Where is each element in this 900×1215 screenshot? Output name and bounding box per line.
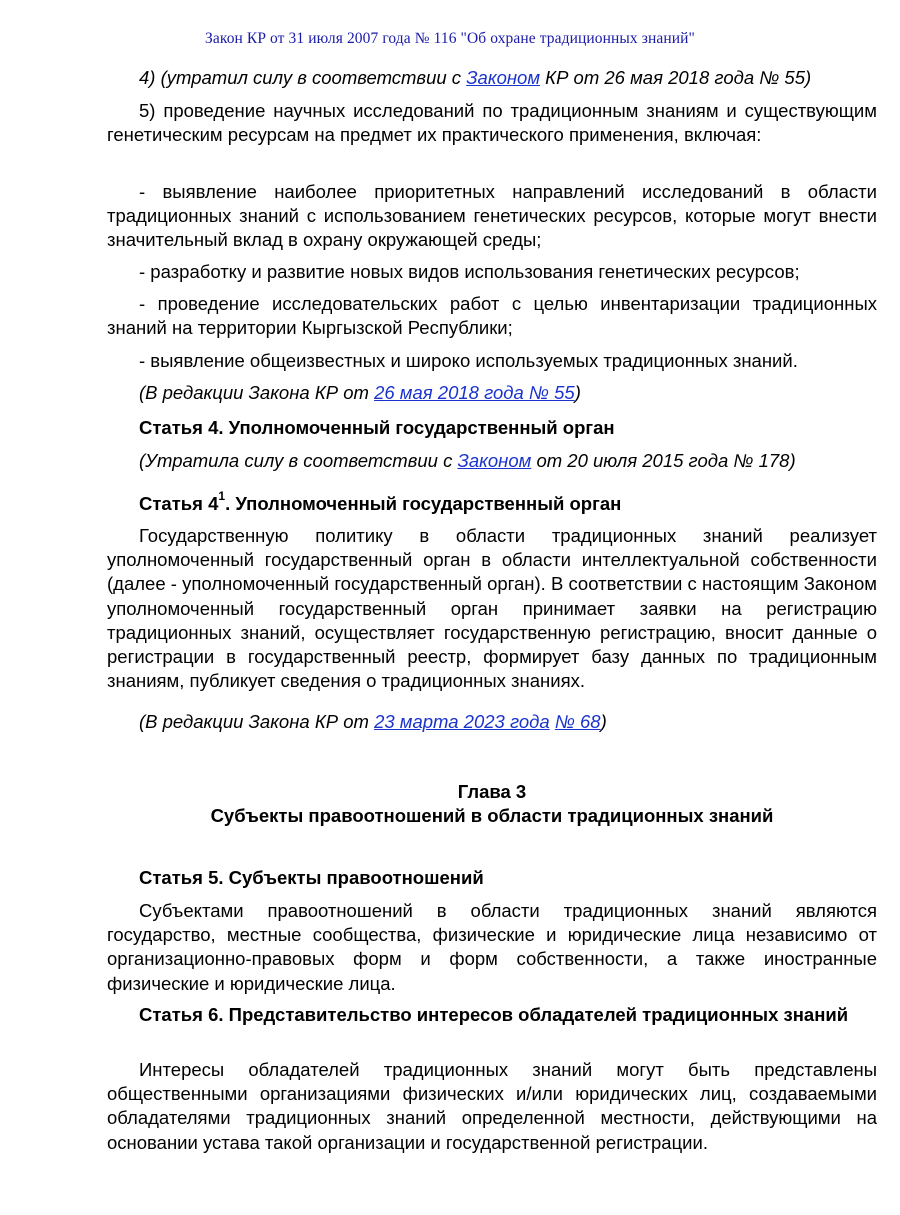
bullet-item-2: - разработку и развитие новых видов использования генетических ресурсов;	[139, 261, 800, 282]
bullet-item-1: - выявление наиболее приоритетных направлений исследований в области традиционных знаний с использованием генетических ресурсов, которые могут внести значительный вклад в охрану окружающей среды;	[107, 181, 877, 251]
item-5: 5) проведение научных исследований по традиционным знаниям и существующим генетическим ресурсам на предмет их практического применения, включая:	[107, 100, 877, 146]
document-header: Закон КР от 31 июля 2007 года № 116 "Об охране традиционных знаний"	[205, 30, 695, 47]
edit-link-2018[interactable]: 26 мая 2018 года № 55	[374, 382, 575, 403]
article-4-note	[107, 449, 877, 473]
article-5-title: Статья 5. Субъекты правоотношений	[139, 867, 484, 888]
edit-note-2023-text: (В редакции Закона КР от	[139, 711, 375, 732]
article-6-text: Интересы обладателей традиционных знаний могут быть представлены общественными организациями физических и/или юридических лиц, создаваемыми обладателями традиционных знаний определенной местности, действующими на основании устава такой организации и государственной регистрации.	[107, 1059, 877, 1153]
article-4-1-superscript: 1	[218, 488, 226, 503]
edit-note-2023-close: )	[600, 711, 607, 732]
article-4-1-title	[107, 488, 877, 516]
law-link-2015[interactable]: Законом	[457, 450, 532, 471]
edit-link-2023-number[interactable]: № 68	[554, 711, 601, 732]
chapter-3-title: Субъекты правоотношений в области традиционных знаний	[210, 805, 774, 826]
article-4-1-title-prefix: Статья 4	[139, 493, 219, 514]
chapter-3-label: Глава 3	[457, 781, 527, 802]
item-4-text-end: КР от 26 мая 2018 года № 55)	[540, 67, 812, 88]
article-4-note-text: (Утратила силу в соответствии с	[139, 450, 458, 471]
item-4-text: 4) (утратил силу в соответствии с	[139, 67, 467, 88]
edit-note-2023	[107, 710, 877, 734]
article-4-1-text: Государственную политику в области традиционных знаний реализует уполномоченный государственный орган в области интеллектуальной собственности (далее - уполномоченный государственный орган). В соответствии с настоящим Законом уполномоченный государственный орган принимает заявки на регистрацию традиционных знаний, осуществляет государственную регистрацию, вносит данные о регистрации в государственный реестр, формирует базу данных по традиционным знаниям, публикует сведения о традиционных знаниях.	[107, 525, 877, 692]
edit-note-close: )	[574, 382, 581, 403]
law-link-2018[interactable]: Законом	[466, 67, 541, 88]
edit-link-2023-date[interactable]: 23 марта 2023 года	[374, 711, 550, 732]
edit-note-text: (В редакции Закона КР от	[139, 382, 375, 403]
bullet-item-4: - выявление общеизвестных и широко используемых традиционных знаний.	[139, 350, 798, 371]
article-5-text: Субъектами правоотношений в области традиционных знаний являются государство, местные сообщества, физические и юридические лица независимо от организационно-правовых форм и форм собственности, а также иностранные физические и юридические лица.	[107, 900, 877, 994]
edit-note-2018	[107, 381, 877, 405]
article-4-1-title-suffix: . Уполномоченный государственный орган	[225, 493, 622, 514]
article-6-title: Статья 6. Представительство интересов обладателей традиционных знаний	[139, 1004, 849, 1025]
bullet-item-3: - проведение исследовательских работ с целью инвентаризации традиционных знаний на территории Кыргызской Республики;	[107, 293, 877, 339]
article-4-note-end: от 20 июля 2015 года № 178)	[531, 450, 796, 471]
article-4-title: Статья 4. Уполномоченный государственный орган	[139, 417, 615, 438]
item-4	[107, 66, 877, 90]
